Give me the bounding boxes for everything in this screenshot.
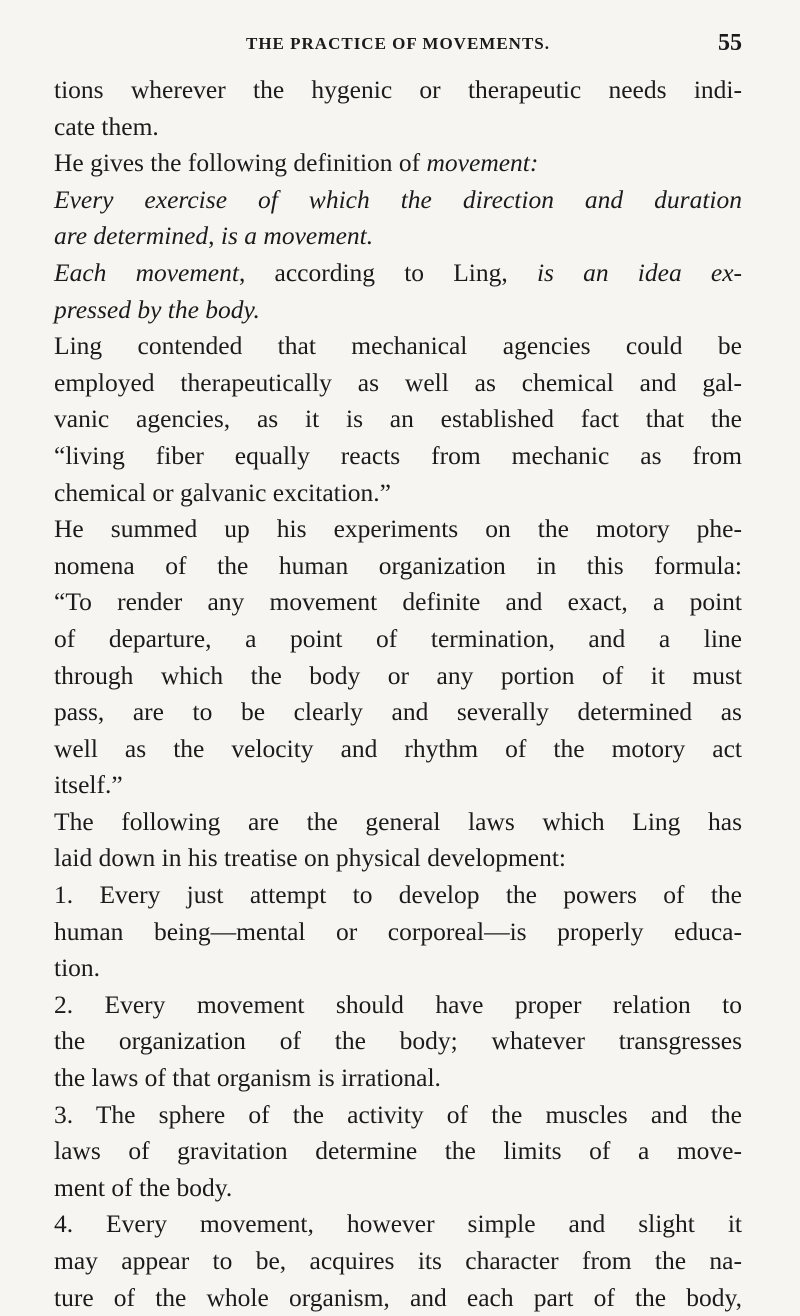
line-text: vanic agencies, as it is an established fact that the xyxy=(54,404,742,434)
line-text: 3. The sphere of the activity of the muscles and the xyxy=(54,1099,742,1129)
line-text: Ling contended that mechanical agencies could be xyxy=(54,331,742,361)
line-text: The following are the general laws which Ling has xyxy=(54,806,742,836)
running-head-title: THE PRACTICE OF MOVEMENTS. xyxy=(245,34,550,53)
text-line xyxy=(54,914,742,951)
line-text: 1. Every just attempt to develop the powers of the xyxy=(54,880,742,910)
text-line xyxy=(54,182,742,219)
line-text-italic: is a movement. xyxy=(220,221,374,251)
line-text: well as the velocity and rhythm of the motory act xyxy=(54,733,742,763)
line-text: “living fiber equally reacts from mechanic as from xyxy=(54,440,742,470)
text-line xyxy=(54,804,742,841)
text-line xyxy=(54,1243,742,1280)
line-text: pressed by the body. xyxy=(54,294,260,324)
line-text: tion. xyxy=(54,953,101,983)
line-text: laws of gravitation determine the limits of a move- xyxy=(54,1136,742,1166)
line-text: ture of the whole organism, and each part of the body, xyxy=(54,1282,742,1312)
line-text: cate them. xyxy=(54,111,159,141)
line-text: He gives the following definition of xyxy=(54,148,427,178)
text-line xyxy=(54,255,742,292)
line-text: chemical or galvanic excitation.” xyxy=(54,477,392,507)
line-text: through which the body or any portion of it must xyxy=(54,660,742,690)
page-number: 55 xyxy=(718,30,742,56)
line-text: 2. Every movement should have proper relation to xyxy=(54,989,742,1019)
text-line xyxy=(54,767,742,804)
text-line xyxy=(54,218,742,255)
text-line xyxy=(54,877,742,914)
line-text: nomena of the human organization in this formula: xyxy=(54,550,742,580)
text-line xyxy=(54,292,742,329)
text-line xyxy=(54,511,742,548)
line-text: the organization of the body; whatever transgresses xyxy=(54,1026,742,1056)
text-line xyxy=(54,840,742,877)
line-text: He summed up his experiments on the motory phe- xyxy=(54,514,742,544)
line-text: are determined xyxy=(54,221,209,251)
line-text-plain: , according to Ling, xyxy=(238,257,537,287)
text-line xyxy=(54,694,742,731)
text-line xyxy=(54,475,742,512)
text-line xyxy=(54,365,742,402)
text-line xyxy=(54,1023,742,1060)
text-line xyxy=(54,1170,742,1207)
line-text: pass, are to be clearly and severally determined as xyxy=(54,697,742,727)
line-text: 4. Every movement, however simple and slight it xyxy=(54,1209,742,1239)
text-line xyxy=(54,1097,742,1134)
body-text xyxy=(54,72,742,1316)
text-line xyxy=(54,328,742,365)
line-text: itself.” xyxy=(54,770,123,800)
line-text: tions wherever the hygenic or therapeutic needs indi- xyxy=(54,75,742,104)
line-text: ment of the body. xyxy=(54,1172,233,1202)
text-line xyxy=(54,731,742,768)
line-text: “To render any movement definite and exact, a point xyxy=(54,587,742,617)
text-line xyxy=(54,72,742,109)
text-line xyxy=(54,1133,742,1170)
line-text: laid down in his treatise on physical development: xyxy=(54,843,567,873)
text-line xyxy=(54,987,742,1024)
text-line xyxy=(54,1060,742,1097)
line-text-italic: is an idea ex- xyxy=(536,257,743,287)
text-line xyxy=(54,548,742,585)
line-text: Each movement xyxy=(54,257,239,287)
text-line xyxy=(54,401,742,438)
line-text: may appear to be, acquires its character from the na- xyxy=(54,1246,742,1275)
text-line xyxy=(54,950,742,987)
text-line xyxy=(54,1206,742,1243)
running-head xyxy=(54,30,742,64)
text-line xyxy=(54,438,742,475)
text-line xyxy=(54,621,742,658)
text-line xyxy=(54,584,742,621)
line-text: employed therapeutically as well as chemical and gal- xyxy=(54,367,742,397)
line-text: human being—mental or corporeal—is properly educa- xyxy=(54,916,742,946)
text-line xyxy=(54,109,742,146)
line-text-plain: , xyxy=(208,221,221,251)
line-text: the laws of that organism is irrational. xyxy=(54,1063,441,1093)
text-line xyxy=(54,658,742,695)
line-text: Every exercise of which the direction and duration xyxy=(54,184,742,214)
line-text-italic: movement: xyxy=(426,148,539,178)
text-line xyxy=(54,145,742,182)
text-line xyxy=(54,1280,742,1316)
line-text: of departure, a point of termination, and a line xyxy=(54,623,742,653)
